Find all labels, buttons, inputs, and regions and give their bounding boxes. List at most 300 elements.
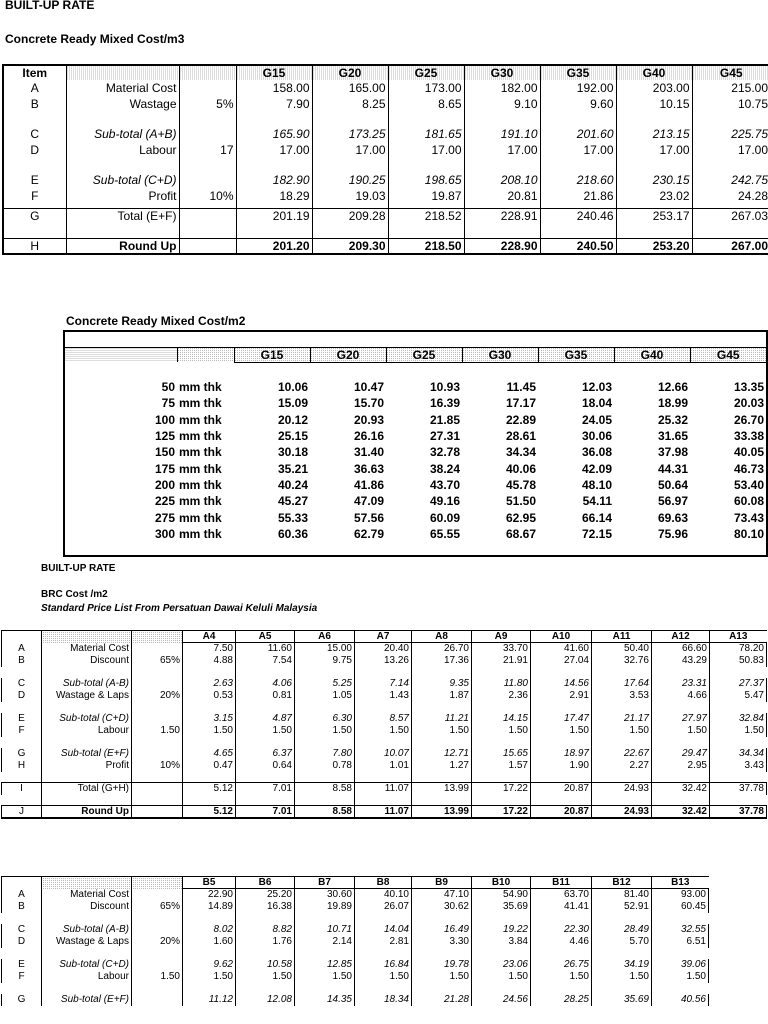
mesh-header: A4 <box>183 631 236 643</box>
value-cell: 1.27 <box>412 760 472 772</box>
value-cell: 38.24 <box>429 461 460 476</box>
value-cell: 44.31 <box>657 461 688 476</box>
spacer-cell <box>42 795 132 806</box>
spacer-cell <box>295 772 355 783</box>
value-cell: 2.63 <box>183 678 236 690</box>
value-cell: 17.00 <box>312 142 388 158</box>
value-cell: 1.50 <box>355 971 412 983</box>
mesh-header: A8 <box>412 631 472 643</box>
table-row <box>3 238 768 254</box>
value-cell: 26.75 <box>531 959 592 971</box>
row-rate: 20% <box>132 690 183 702</box>
table-row <box>2 901 709 913</box>
spacer-cell <box>538 331 614 347</box>
spacer-cell <box>692 158 768 172</box>
value-cell: 68.67 <box>505 526 536 541</box>
value-cell: 9.60 <box>540 96 616 112</box>
spacer-cell <box>132 737 183 748</box>
value-cell: 16.38 <box>236 901 295 913</box>
spacer-cell <box>386 331 462 347</box>
value-cell: 0.78 <box>295 760 355 772</box>
spacer-cell <box>183 795 236 806</box>
value-cell: 218.60 <box>540 172 616 188</box>
value-cell: 21.17 <box>592 713 652 725</box>
value-cell: 17.00 <box>464 142 540 158</box>
value-cell: 56.97 <box>657 494 688 509</box>
value-cell: 17.47 <box>531 713 592 725</box>
value-cell: 34.34 <box>505 445 536 460</box>
spacer-cell <box>177 542 234 556</box>
spacer-cell <box>531 702 592 713</box>
value-cell: 19.03 <box>312 188 388 204</box>
value-cell: 93.00 <box>652 889 709 901</box>
spacer-cell <box>614 331 690 347</box>
value-cell: 201.60 <box>540 126 616 142</box>
value-cell: 13.99 <box>412 806 472 819</box>
spacer-cell <box>177 362 234 379</box>
value-cell: 215.00 <box>692 80 768 96</box>
spacer-cell <box>616 112 692 126</box>
table-row <box>2 924 709 936</box>
spacer-cell <box>132 702 183 713</box>
value-cell: 4.46 <box>531 936 592 948</box>
row-label: Material Cost <box>66 80 179 96</box>
spacer-cell <box>652 702 710 713</box>
value-cell: 12.66 <box>657 380 688 395</box>
spacer-cell <box>531 948 592 959</box>
value-cell: 2.36 <box>472 690 531 702</box>
value-cell: 17.00 <box>616 142 692 158</box>
value-cell: 13.99 <box>412 783 472 795</box>
spacer-cell <box>179 158 236 172</box>
value-cell: 1.01 <box>355 760 412 772</box>
value-cell: 10.58 <box>236 959 295 971</box>
row-rate <box>132 713 183 725</box>
value-cell: 10.47 <box>353 380 384 395</box>
row-rate <box>179 172 236 188</box>
spacer-cell <box>616 158 692 172</box>
row-rate: 10% <box>179 188 236 204</box>
spacer-cell <box>295 667 355 678</box>
thickness-value: 200 <box>154 477 175 492</box>
table-row <box>64 428 767 444</box>
value-cell: 24.93 <box>592 806 652 819</box>
value-cell: 5.47 <box>710 690 767 702</box>
thickness-value: 275 <box>154 510 175 525</box>
value-cell: 7.14 <box>355 678 412 690</box>
spacer-cell <box>355 913 412 924</box>
row-rate <box>132 889 183 901</box>
thickness-unit: mm thk <box>179 526 222 541</box>
value-cell: 31.40 <box>353 445 384 460</box>
value-cell: 81.40 <box>592 889 652 901</box>
row-code: E <box>2 959 42 971</box>
spacer-cell <box>236 224 312 238</box>
value-cell: 19.89 <box>295 901 355 913</box>
value-cell: 4.87 <box>236 713 295 725</box>
value-cell: 50.64 <box>657 477 688 492</box>
value-cell: 5.12 <box>183 783 236 795</box>
concrete-m2-table <box>63 330 768 557</box>
thickness-value: 100 <box>154 412 175 427</box>
value-cell: 2.91 <box>531 690 592 702</box>
spacer-cell <box>42 772 132 783</box>
value-cell: 1.50 <box>183 725 236 737</box>
item-header: Item <box>3 65 66 80</box>
spacer-cell <box>236 158 312 172</box>
value-cell: 8.25 <box>312 96 388 112</box>
value-cell: 18.29 <box>236 188 312 204</box>
value-cell: 30.06 <box>581 429 612 444</box>
spacer-cell <box>540 112 616 126</box>
table-row <box>64 395 767 411</box>
value-cell: 192.00 <box>540 80 616 96</box>
header-blank <box>2 631 42 643</box>
value-cell: 50.40 <box>592 643 652 655</box>
value-cell: 1.50 <box>236 971 295 983</box>
value-cell: 11.07 <box>355 783 412 795</box>
spacer-cell <box>592 983 652 994</box>
spacer-cell <box>472 948 531 959</box>
value-cell: 7.01 <box>236 783 295 795</box>
value-cell: 26.70 <box>412 643 472 655</box>
row-label: Discount <box>42 901 132 913</box>
value-cell: 213.15 <box>616 126 692 142</box>
value-cell: 13.35 <box>733 380 764 395</box>
spacer-cell <box>295 948 355 959</box>
value-cell: 16.39 <box>429 396 460 411</box>
row-code: C <box>30 127 40 141</box>
spacer-cell <box>355 948 412 959</box>
value-cell: 11.60 <box>236 643 295 655</box>
spacer-cell <box>183 913 236 924</box>
value-cell: 26.07 <box>355 901 412 913</box>
row-rate: 10% <box>132 760 183 772</box>
value-cell: 267.00 <box>692 238 768 254</box>
spacer-cell <box>236 948 295 959</box>
spacer-cell <box>652 913 709 924</box>
value-cell: 15.65 <box>472 748 531 760</box>
value-cell: 40.56 <box>652 994 709 1006</box>
spacer-row <box>2 983 709 994</box>
value-cell: 53.40 <box>733 477 764 492</box>
table1-title: Concrete Ready Mixed Cost/m3 <box>5 32 185 46</box>
value-cell: 41.41 <box>531 901 592 913</box>
value-cell: 24.05 <box>581 412 612 427</box>
value-cell: 13.26 <box>355 655 412 667</box>
value-cell: 1.50 <box>652 971 709 983</box>
value-cell: 3.43 <box>710 760 767 772</box>
spacer-cell <box>295 702 355 713</box>
value-cell: 165.90 <box>236 126 312 142</box>
value-cell: 1.50 <box>531 971 592 983</box>
value-cell: 10.75 <box>692 96 768 112</box>
value-cell: 0.53 <box>183 690 236 702</box>
value-cell: 30.62 <box>412 901 472 913</box>
row-label: Wastage & Laps <box>42 936 132 948</box>
row-label: Sub-total (C+D) <box>42 713 132 725</box>
value-cell: 19.87 <box>388 188 464 204</box>
spacer-cell <box>295 983 355 994</box>
spacer-cell <box>472 795 531 806</box>
header-row <box>3 65 768 80</box>
spacer-cell <box>388 224 464 238</box>
page-title: BUILT-UP RATE <box>5 0 95 12</box>
value-cell: 9.35 <box>412 678 472 690</box>
brc-b-table <box>1 876 709 1006</box>
value-cell: 60.45 <box>652 901 709 913</box>
spacer-cell <box>2 948 42 959</box>
value-cell: 240.50 <box>540 238 616 254</box>
row-label: Wastage <box>66 96 179 112</box>
value-cell: 218.52 <box>388 208 464 224</box>
spacer-cell <box>531 667 592 678</box>
thickness-unit: mm thk <box>179 510 222 525</box>
spacer-cell <box>42 913 132 924</box>
spacer-cell <box>464 224 540 238</box>
value-cell: 17.00 <box>692 142 768 158</box>
row-code: H <box>3 238 66 254</box>
spacer-cell <box>592 795 652 806</box>
table-row <box>2 889 709 901</box>
spacer-cell <box>310 331 386 347</box>
header-blank <box>64 347 177 362</box>
thickness-value: 50 <box>161 380 175 395</box>
thickness-value: 300 <box>154 526 175 541</box>
header-blank <box>42 877 132 889</box>
value-cell: 225.75 <box>692 126 768 142</box>
spacer-cell <box>42 737 132 748</box>
spacer-cell <box>355 667 412 678</box>
value-cell: 52.91 <box>592 901 652 913</box>
value-cell: 0.81 <box>236 690 295 702</box>
value-cell: 32.42 <box>652 783 710 795</box>
grade-header: G35 <box>538 347 614 362</box>
mesh-header: B5 <box>183 877 236 889</box>
value-cell: 27.31 <box>429 429 460 444</box>
row-rate: 1.50 <box>132 971 183 983</box>
value-cell: 15.00 <box>295 643 355 655</box>
value-cell: 62.79 <box>353 526 384 541</box>
spacer-cell <box>132 795 183 806</box>
value-cell: 25.20 <box>236 889 295 901</box>
value-cell: 40.05 <box>733 445 764 460</box>
spacer-cell <box>2 983 42 994</box>
row-code: A <box>30 81 39 95</box>
value-cell: 46.73 <box>733 461 764 476</box>
spacer-cell <box>3 158 66 172</box>
spacer-cell <box>710 667 767 678</box>
row-code: G <box>2 994 42 1006</box>
row-label: Labour <box>66 142 179 158</box>
value-cell: 4.66 <box>652 690 710 702</box>
spacer-cell <box>183 702 236 713</box>
spacer-cell <box>592 772 652 783</box>
value-cell: 35.21 <box>277 461 308 476</box>
spacer-cell <box>2 702 42 713</box>
spacer-row <box>64 362 767 379</box>
spacer-cell <box>3 224 66 238</box>
value-cell: 9.75 <box>295 655 355 667</box>
value-cell: 11.80 <box>472 678 531 690</box>
header-row <box>2 631 767 643</box>
row-code: B <box>2 901 42 913</box>
mesh-header: B12 <box>592 877 652 889</box>
value-cell: 12.03 <box>581 380 612 395</box>
value-cell: 3.84 <box>472 936 531 948</box>
value-cell: 9.10 <box>464 96 540 112</box>
value-cell: 25.32 <box>657 412 688 427</box>
thickness-unit: mm thk <box>179 461 222 476</box>
spacer-cell <box>132 772 183 783</box>
table-row <box>2 690 767 702</box>
value-cell: 63.70 <box>531 889 592 901</box>
value-cell: 218.50 <box>388 238 464 254</box>
spacer-cell <box>538 542 614 556</box>
spacer-cell <box>42 667 132 678</box>
spacer-cell <box>183 983 236 994</box>
value-cell: 41.60 <box>531 643 592 655</box>
value-cell: 1.87 <box>412 690 472 702</box>
value-cell: 12.85 <box>295 959 355 971</box>
spacer-cell <box>2 737 42 748</box>
value-cell: 1.57 <box>472 760 531 772</box>
value-cell: 18.99 <box>657 396 688 411</box>
grade-header: G35 <box>540 65 616 80</box>
spacer-cell <box>464 112 540 126</box>
value-cell: 18.04 <box>581 396 612 411</box>
row-rate <box>179 238 236 254</box>
value-cell: 40.24 <box>277 477 308 492</box>
row-rate <box>132 643 183 655</box>
value-cell: 3.30 <box>412 936 472 948</box>
spacer-cell <box>355 772 412 783</box>
value-cell: 10.93 <box>429 380 460 395</box>
value-cell: 19.22 <box>472 924 531 936</box>
value-cell: 4.65 <box>183 748 236 760</box>
value-cell: 23.06 <box>472 959 531 971</box>
grade-header: G45 <box>692 65 768 80</box>
value-cell: 51.50 <box>505 494 536 509</box>
spacer-cell <box>236 737 295 748</box>
table-row <box>64 379 767 395</box>
row-code: J <box>2 806 42 819</box>
value-cell: 31.65 <box>657 429 688 444</box>
row-code: A <box>2 643 42 655</box>
table-row <box>2 655 767 667</box>
row-rate <box>179 80 236 96</box>
thickness-value: 175 <box>154 461 175 476</box>
value-cell: 22.30 <box>531 924 592 936</box>
row-label: Round Up <box>42 806 132 819</box>
table-row <box>2 971 709 983</box>
value-cell: 1.50 <box>183 971 236 983</box>
spacer-cell <box>183 737 236 748</box>
spacer-row <box>2 795 767 806</box>
value-cell: 60.36 <box>277 526 308 541</box>
row-rate <box>132 806 183 819</box>
value-cell: 27.97 <box>652 713 710 725</box>
spacer-cell <box>236 913 295 924</box>
value-cell: 1.50 <box>412 725 472 737</box>
mesh-header: A12 <box>652 631 710 643</box>
mesh-header: A11 <box>592 631 652 643</box>
row-code: F <box>2 725 42 737</box>
spacer-cell <box>386 362 462 379</box>
table-row <box>64 444 767 460</box>
row-label: Labour <box>42 725 132 737</box>
row-code: B <box>2 655 42 667</box>
spacer-cell <box>177 331 234 347</box>
row-code: A <box>2 889 42 901</box>
value-cell: 1.50 <box>710 725 767 737</box>
thickness-value: 225 <box>154 494 175 509</box>
value-cell: 12.71 <box>412 748 472 760</box>
header-blank <box>66 65 179 80</box>
row-label: Sub-total (A+B) <box>66 126 179 142</box>
row-label: Sub-total (E+F) <box>42 748 132 760</box>
value-cell: 1.60 <box>183 936 236 948</box>
grade-header: G45 <box>690 347 767 362</box>
row-rate <box>132 924 183 936</box>
row-rate: 5% <box>179 96 236 112</box>
row-rate: 65% <box>132 655 183 667</box>
header-row <box>64 347 767 362</box>
value-cell: 1.50 <box>531 725 592 737</box>
table-row <box>2 713 767 725</box>
row-rate <box>179 208 236 224</box>
mesh-header: B6 <box>236 877 295 889</box>
value-cell: 1.90 <box>531 760 592 772</box>
spacer-cell <box>540 158 616 172</box>
spacer-cell <box>412 913 472 924</box>
table-row <box>2 936 709 948</box>
row-label: Profit <box>42 760 132 772</box>
value-cell: 37.78 <box>710 783 767 795</box>
row-rate: 1.50 <box>132 725 183 737</box>
row-rate <box>132 783 183 795</box>
value-cell: 228.91 <box>464 208 540 224</box>
table-row <box>64 526 767 542</box>
row-label: Labour <box>42 971 132 983</box>
thickness-unit: mm thk <box>179 477 222 492</box>
spacer-cell <box>388 158 464 172</box>
spacer-cell <box>312 158 388 172</box>
spacer-cell <box>2 913 42 924</box>
value-cell: 181.65 <box>388 126 464 142</box>
value-cell: 32.78 <box>429 445 460 460</box>
value-cell: 1.43 <box>355 690 412 702</box>
spacer-cell <box>592 702 652 713</box>
value-cell: 9.62 <box>183 959 236 971</box>
value-cell: 1.50 <box>412 971 472 983</box>
mesh-header: B13 <box>652 877 709 889</box>
value-cell: 25.15 <box>277 429 308 444</box>
table-row <box>2 725 767 737</box>
row-code: I <box>2 783 42 795</box>
value-cell: 17.22 <box>472 806 531 819</box>
concrete-m3-table <box>2 64 768 255</box>
value-cell: 5.25 <box>295 678 355 690</box>
spacer-cell <box>236 667 295 678</box>
row-label: Sub-total (A-B) <box>42 924 132 936</box>
spacer-cell <box>295 795 355 806</box>
thickness-unit: mm thk <box>179 412 222 427</box>
spacer-cell <box>179 112 236 126</box>
value-cell: 7.54 <box>236 655 295 667</box>
value-cell: 66.60 <box>652 643 710 655</box>
value-cell: 10.71 <box>295 924 355 936</box>
